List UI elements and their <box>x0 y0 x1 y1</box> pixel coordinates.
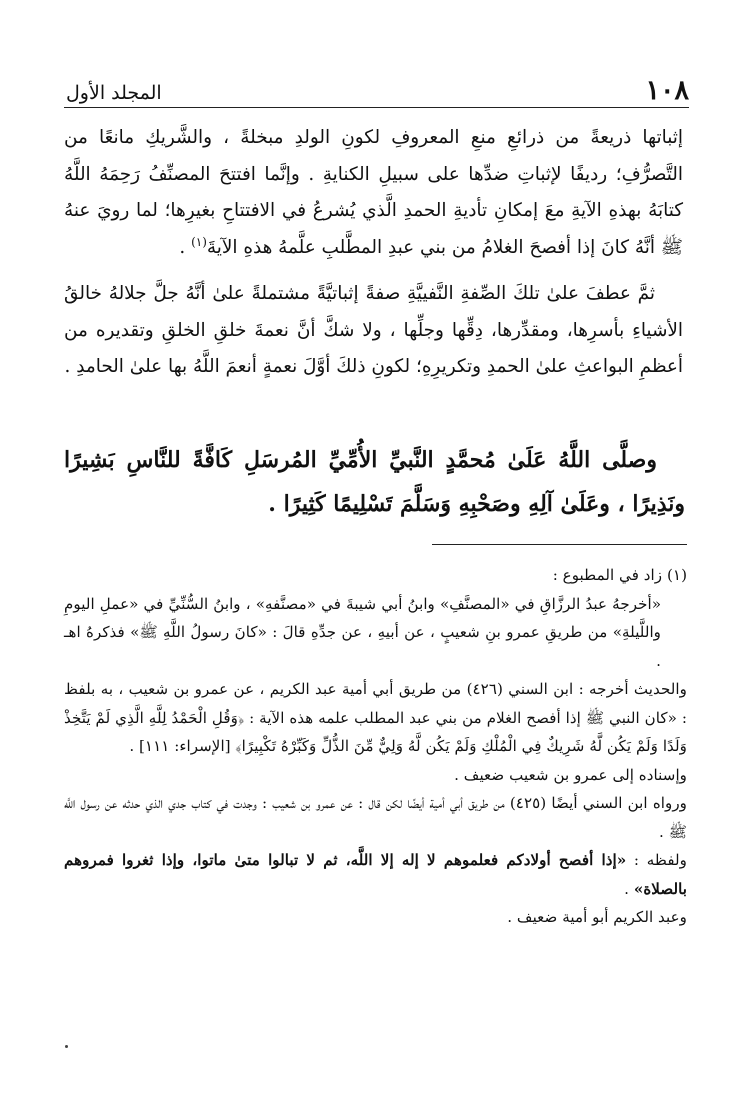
page-speck <box>65 1045 68 1048</box>
hadith-takhrij: والحديث أخرجه : ابن السني (٤٢٦) من طريق أبي أمية عبد الكريم ، عن عمرو بن شعيب ، به بلفظ : «كان النبي ﷺ إذا أفصح الغلام من بني عبد المطلب علمه هذه الآية : ﴿وَقُلِ الْحَمْدُ لِلَّهِ الَّذِي لَمْ يَتَّخِذْ وَلَدًا وَلَمْ يَكُن لَّهُ شَرِيكٌ فِي الْمُلْكِ وَلَمْ يَكُن لَّهُ وَلِيٌّ مِّنَ الذُّلِّ وَكَبِّرْهُ تَكْبِيرًا﴾ [الإسراء: ١١١] . <box>64 680 687 755</box>
footnote-number: (١) <box>666 566 687 584</box>
paragraph-2: ثمَّ عطفَ علىٰ تلكَ الصِّفةِ النَّفييَّةِ صفةً إثباتيَّةً مشتملةً علىٰ أنَّهُ جلَّ جلالهُ خالقُ الأشياءِ بأسرِها، ومقدِّرها، دِقِّها وجلِّها ، ولا شكَّ أنَّ نعمةَ خلقِ الخلقِ وتقديره من أعظمِ البواعثِ علىٰ الحمدِ وتكريرِهِ؛ لكونِ ذلكَ أوَّلَ نعمةٍ أنعمَ اللَّهُ بها علىٰ الحامدِ . <box>64 283 683 377</box>
footnote-intro-text: زاد في المطبوع : <box>552 566 663 584</box>
hadith-wording <box>64 846 687 903</box>
footnote-reference[interactable]: (١) <box>191 234 207 249</box>
wording-text: «إذا أفصح أولادكم فعلموهم لا إله إلا اللَّه، ثم لا تبالوا متىٰ ماتوا، وإذا ثغروا فمروهم بالصلاة» <box>64 851 687 898</box>
page-number: ١٠٨ <box>645 75 689 106</box>
main-text <box>64 120 683 386</box>
paragraph-1-end: . <box>179 236 186 258</box>
second-narration: ورواه ابن السني أيضًا (٤٢٥) من طريق أبي أمية أيضًا لكن قال : عن عمرو بن شعيب : وجدت في كتاب جدي الذي حدثه عن رسول اللَّه ﷺ . <box>64 794 687 841</box>
footnote-1-intro <box>64 561 687 590</box>
narrator-grading: وعبد الكريم أبو أمية ضعيف . <box>507 908 687 926</box>
volume-title: المجلد الأول <box>66 82 162 104</box>
paragraph-1 <box>64 120 683 266</box>
paragraph-1-text: إثباتها ذريعةً من ذرائعِ منعِ المعروفِ لكونِ الولدِ مبخلةً ، والشَّريكِ مانعًا من التَّصرُّفِ؛ رديفًا لإثباتِ ضدِّها على سبيلِ الكنايةِ . وإنَّما افتتحَ المصنِّفُ رَحِمَهُ اللَّهُ كتابَهُ بهذهِ الآيةِ معَ إمكانِ تأديةِ الحمدِ الَّذي يُشرعُ في الافتتاحِ بغيرِها؛ لما رويَ عنهُ ﷺ أنَّهُ كانَ إذا أفصحَ الغلامُ من بني عبدِ المطَّلبِ علَّمهُ هذهِ الآيةَ <box>64 127 683 258</box>
page-header <box>66 70 689 106</box>
footnote-1-quote: «أخرجهُ عبدُ الرزَّاقِ في «المصنَّفِ» وابنُ أبي شيبةَ في «مصنَّفهِ» ، وابنُ السُّنِّيِّ في «عملِ اليومِ واللَّيلةِ» من طريقِ عمرو بنِ شعيبٍ ، عن أبيهِ ، عن جدِّهِ قالَ : «كانَ رسولُ اللَّهِ ﷺ» فذكرهُ اهـ . <box>64 594 661 670</box>
footnotes <box>64 561 687 932</box>
closing-prayer-text: وصلَّى اللَّهُ عَلَىٰ مُحمَّدٍ النَّبيِّ الأُمِّيِّ المُرسَلِ كَافَّةً للنَّاسِ بَشِيرًا ونَذِيرًا ، وعَلَىٰ آلِهِ وصَحْبِهِ وَسَلَّمَ تَسْلِيمًا كَثِيرًا . <box>64 447 685 517</box>
wording-label: ولفظه : <box>633 851 687 869</box>
isnad-note: وإسناده إلى عمرو بن شعيب ضعيف . <box>454 765 687 784</box>
closing-prayer <box>64 438 685 526</box>
header-divider <box>64 107 689 108</box>
footnote-divider <box>432 544 687 545</box>
wording-end: . <box>624 879 629 898</box>
